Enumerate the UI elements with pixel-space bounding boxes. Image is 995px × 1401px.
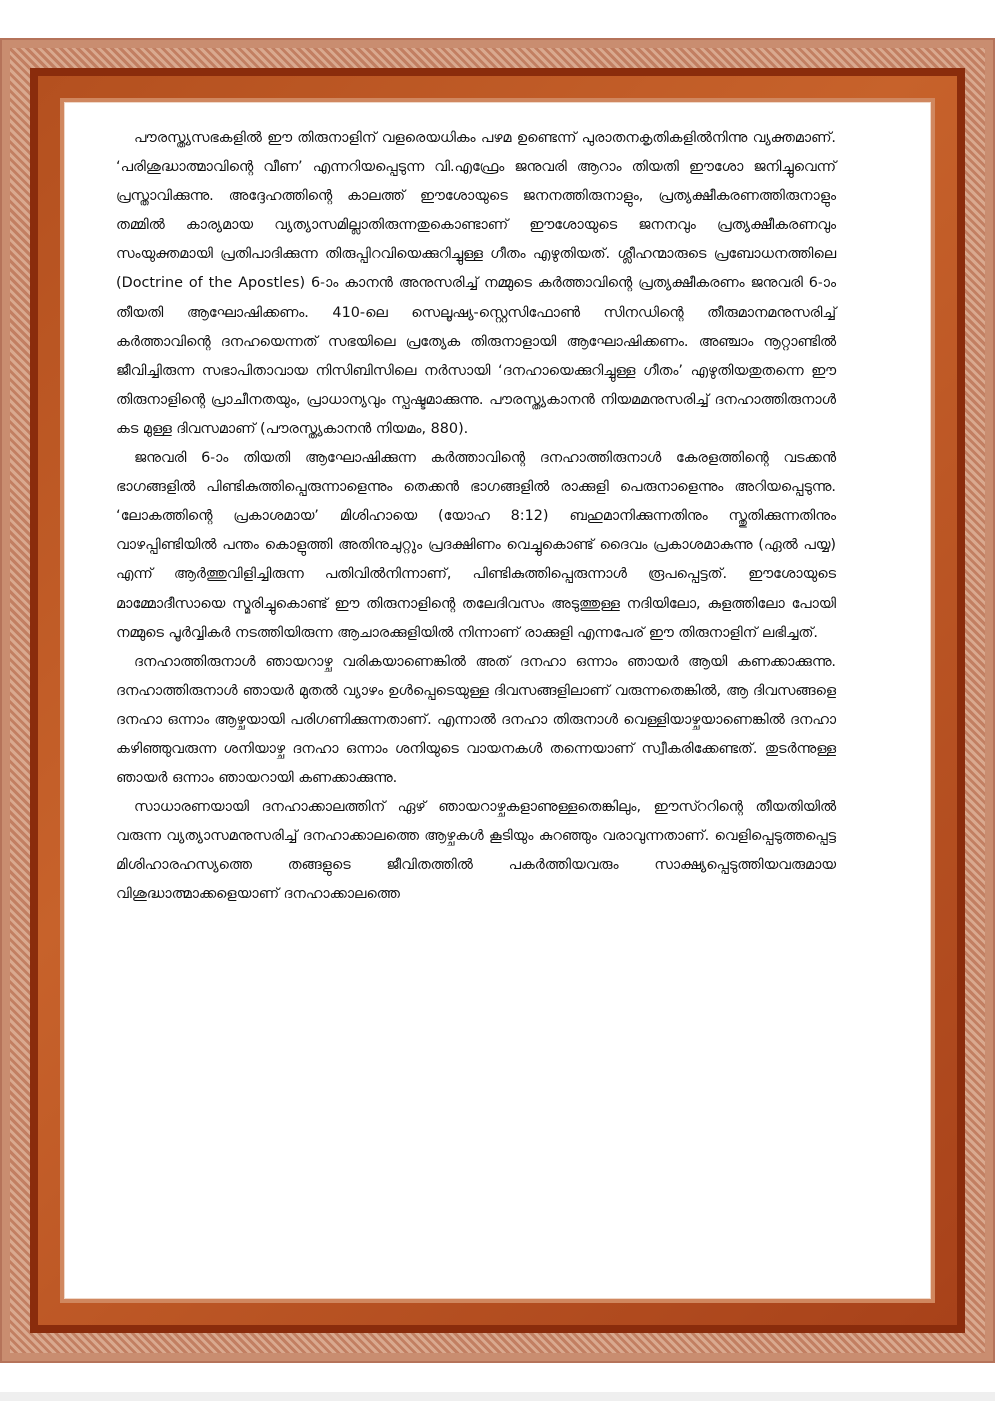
paragraph-3: ദനഹാത്തിരുനാൾ ഞായറാഴ്ച വരികയാണെങ്കിൽ അത് ദനഹാ ഒന്നാം ഞായർ ആയി കണക്കാക്കുന്നു. ദനഹാത്തിരുനാൾ ഞായർ മുതൽ വ്യാഴം ഉൾപ്പെടെയുള്ള ദിവസങ്ങളിലാണ് വരുന്നതെങ്കിൽ, ആ ദിവസങ്ങളെ ദനഹാ ഒന്നാം ആഴ്ചയായി പരിഗണിക്കുന്നതാണ്. എന്നാൽ ദനഹാ തിരുനാൾ വെള്ളിയാഴ്ചയാണെങ്കിൽ ദനഹാ കഴിഞ്ഞുവരുന്ന ശനിയാഴ്ച ദനഹാ ഒന്നാം ശനിയുടെ വായനകൾ തന്നെയാണ് സ്വീകരിക്കേണ്ടത്. തുടർന്നുള്ള ഞായർ ഒന്നാം ഞായറായി കണക്കാക്കുന്നു.	[116, 653, 836, 787]
decorative-frame-light	[60, 98, 935, 1303]
decorative-frame-pattern	[10, 48, 985, 1353]
decorative-frame-mid	[38, 76, 957, 1325]
decorative-frame-outer	[0, 38, 995, 1363]
paragraph-2: ജനുവരി 6-ാം തിയതി ആഘോഷിക്കുന്ന കർത്താവിന്റെ ദനഹാത്തിരുനാൾ കേരളത്തിന്റെ വടക്കൻ ഭാഗങ്ങളിൽ പിണ്ടികുത്തിപ്പെരുന്നാളെന്നും തെക്കൻ ഭാഗങ്ങളിൽ രാക്കുളി പെരുനാളെന്നും അറിയപ്പെടുന്നു. ‘ലോകത്തിന്റെ പ്രകാശമായ’ മിശിഹായെ (യോഹ 8:12) ബഹുമാനിക്കുന്നതിനും സ്തുതിക്കുന്നതിനും വാഴപ്പിണ്ടിയിൽ പന്തം കൊളുത്തി അതിനുചുറ്റും പ്രദക്ഷിണം വെച്ചുകൊണ്ട് ദൈവം പ്രകാശമാകുന്നു (ഏൽ പയ്യ) എന്ന് ആർത്തുവിളിച്ചിരുന്ന പതിവിൽനിന്നാണ്, പിണ്ടികുത്തിപ്പെരുന്നാൾ രൂപപ്പെട്ടത്. ഈശോയുടെ മാമ്മോദീസായെ സ്മരിച്ചുകൊണ്ട് ഈ തിരുനാളിന്റെ തലേദിവസം അടുത്തുള്ള നദിയിലോ, കുളത്തിലോ പോയി നമ്മുടെ പൂർവ്വികർ നടത്തിയിരുന്ന ആചാരക്കുളിയിൽ നിന്നാണ് രാക്കുളി എന്നപേര് ഈ തിരുനാളിന് ലഭിച്ചത്.	[116, 450, 836, 641]
decorative-frame-dark	[30, 68, 965, 1333]
paragraph-1: പൗരസ്ത്യസഭകളിൽ ഈ തിരുനാളിന് വളരെയധികം പഴമ ഉണ്ടെന്ന് പുരാതനകൃതികളിൽനിന്നു വ്യക്തമാണ്. ‘പരിശുദ്ധാത്മാവിന്റെ വീണ’ എന്നറിയപ്പെടുന്ന വി.എഫ്രേം ജനുവരി ആറാം തിയതി ഈശോ ജനിച്ചുവെന്ന് പ്രസ്താവിക്കുന്നു. അദ്ദേഹത്തിന്റെ കാലത്ത് ഈശോയുടെ ജനനത്തിരുനാളും, പ്രത്യക്ഷീകരണത്തിരുനാളും തമ്മിൽ കാര്യമായ വ്യത്യാസമില്ലാതിരുന്നതുകൊണ്ടാണ് ഈശോയുടെ ജനനവും പ്രത്യക്ഷീകരണവും സംയുക്തമായി പ്രതിപാദിക്കുന്ന തിരുപ്പിറവിയെക്കുറിച്ചുള്ള ഗീതം എഴുതിയത്. ശ്ലീഹന്മാരുടെ പ്രബോധനത്തിലെ (Doctrine of the Apostles) 6-ാം കാനൻ അനുസരിച്ച് നമ്മുടെ കർത്താവിന്റെ പ്രത്യക്ഷീകരണം ജനുവരി 6-ാം തീയതി ആഘോഷിക്കണം. 410-ലെ സെലൂഷ്യ-സ്റ്റെസിഫോൺ സിനഡിന്റെ തീരുമാനമനുസരിച്ച് കർത്താവിന്റെ ദനഹയെന്നത് സഭയിലെ പ്രത്യേക തിരുനാളായി ആഘോഷിക്കണം. അഞ്ചാം നൂറ്റാണ്ടിൽ ജീവിച്ചിരുന്ന സഭാപിതാവായ നിസിബിസിലെ നർസായി ‘ദനഹായെക്കുറിച്ചുള്ള ഗീതം’ എഴുതിയതുതന്നെ ഈ തിരുനാളിന്റെ പ്രാചീനതയും, പ്രാധാന്യവും സ്പഷ്ടമാക്കുന്നു. പൗരസ്ത്യകാനൻ നിയമമനുസരിച്ച് ദനഹാത്തിരുനാൾ കട മുള്ള ദിവസമാണ് (പൗരസ്ത്യകാനൻ നിയമം, 880).	[116, 130, 836, 437]
paragraph-4: സാധാരണയായി ദനഹാക്കാലത്തിന് ഏഴ് ഞായറാഴ്ചകളാണുള്ളതെങ്കിലും, ഈസ്ററിന്റെ തീയതിയിൽ വരുന്ന വ്യത്യാസമനുസരിച്ച് ദനഹാക്കാലത്തെ ആഴ്ചകൾ കൂടിയും കുറഞ്ഞും വരാവുന്നതാണ്. വെളിപ്പെടുത്തപ്പെട്ട മിശിഹാരഹസ്യത്തെ തങ്ങളുടെ ജീവിതത്തിൽ പകർത്തിയവരും സാക്ഷ്യപ്പെടുത്തിയവരുമായ വിശുദ്ധാത്മാക്കളെയാണ് ദനഹാക്കാലത്തെ	[116, 799, 836, 903]
paper-area	[64, 102, 931, 1299]
document-body	[116, 124, 836, 910]
bottom-strip	[0, 1392, 995, 1401]
